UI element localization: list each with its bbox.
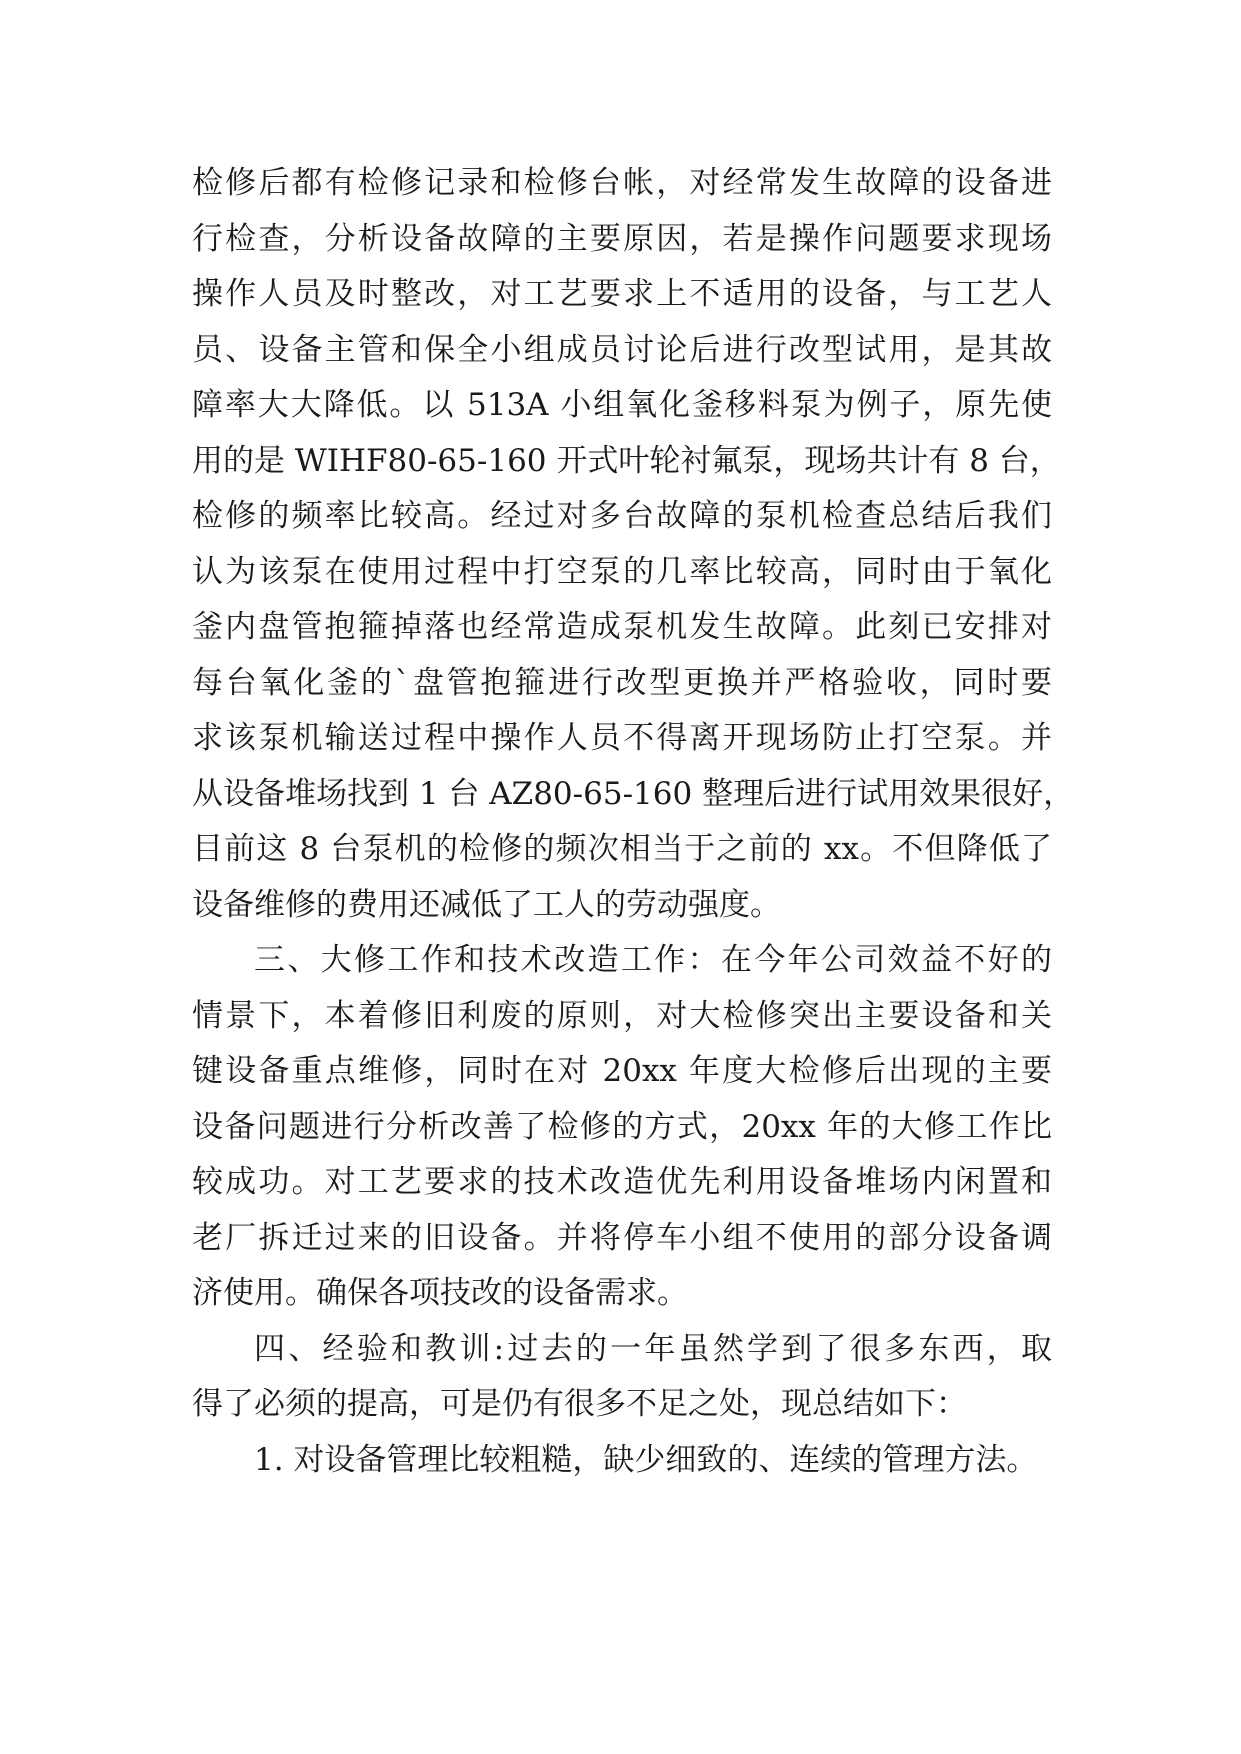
list-item-1: 1. 对设备管理比较粗糙，缺少细致的、连续的管理方法。	[254, 1441, 1038, 1478]
text-line: 老厂拆迁过来的旧设备。并将停车小组不使用的部分设备调	[192, 1219, 1052, 1256]
text-line: 釜内盘管抱箍掉落也经常造成泵机发生故障。此刻已安排对	[192, 609, 1052, 645]
text-line: 得了必须的提高，可是仍有很多不足之处，现总结如下：	[192, 1386, 967, 1422]
text-line: 认为该泵在使用过程中打空泵的几率比较高，同时由于氧化	[192, 553, 1052, 590]
text-line: 设备维修的费用还减低了工人的劳动强度。	[192, 886, 781, 923]
text-line: 情景下，本着修旧利废的原则，对大检修突出主要设备和关	[192, 997, 1052, 1034]
section-three-heading-line: 三、大修工作和技术改造工作：在今年公司效益不好的	[254, 942, 1052, 978]
text-line: 检修后都有检修记录和检修台帐，对经常发生故障的设备进	[192, 165, 1052, 201]
text-line: 键设备重点维修，同时在对 20xx 年度大检修后出现的主要	[192, 1053, 1052, 1089]
text-line: 从设备堆场找到 1 台 AZ80-65-160 整理后进行试用效果很好，	[192, 775, 1075, 812]
text-line: 济使用。确保各项技改的设备需求。	[192, 1275, 688, 1311]
text-line: 用的是 WIHF80-65-160 开式叶轮衬氟泵，现场共计有 8 台，	[192, 442, 1061, 479]
text-line: 求该泵机输送过程中操作人员不得离开现场防止打空泵。并	[192, 720, 1052, 756]
text-line: 操作人员及时整改，对工艺要求上不适用的设备，与工艺人	[192, 276, 1052, 312]
text-line: 每台氧化釜的`盘管抱箍进行改型更换并严格验收，同时要	[192, 664, 1052, 701]
text-line: 检修的频率比较高。经过对多台故障的泵机检查总结后我们	[192, 498, 1052, 534]
text-line: 行检查，分析设备故障的主要原因，若是操作问题要求现场	[192, 220, 1052, 257]
text-line: 设备问题进行分析改善了检修的方式，20xx 年的大修工作比	[192, 1108, 1052, 1145]
body-text	[192, 156, 1075, 1488]
text-line: 员、设备主管和保全小组成员讨论后进行改型试用，是其故	[192, 331, 1052, 368]
text-line: 目前这 8 台泵机的检修的频次相当于之前的 xx。不但降低了	[192, 831, 1052, 867]
text-line: 较成功。对工艺要求的技术改造优先利用设备堆场内闲置和	[192, 1164, 1052, 1200]
text-line: 障率大大降低。以 513A 小组氧化釜移料泵为例子，原先使	[192, 387, 1052, 423]
section-four-heading-line: 四、经验和教训:过去的一年虽然学到了很多东西，取	[254, 1330, 1052, 1367]
